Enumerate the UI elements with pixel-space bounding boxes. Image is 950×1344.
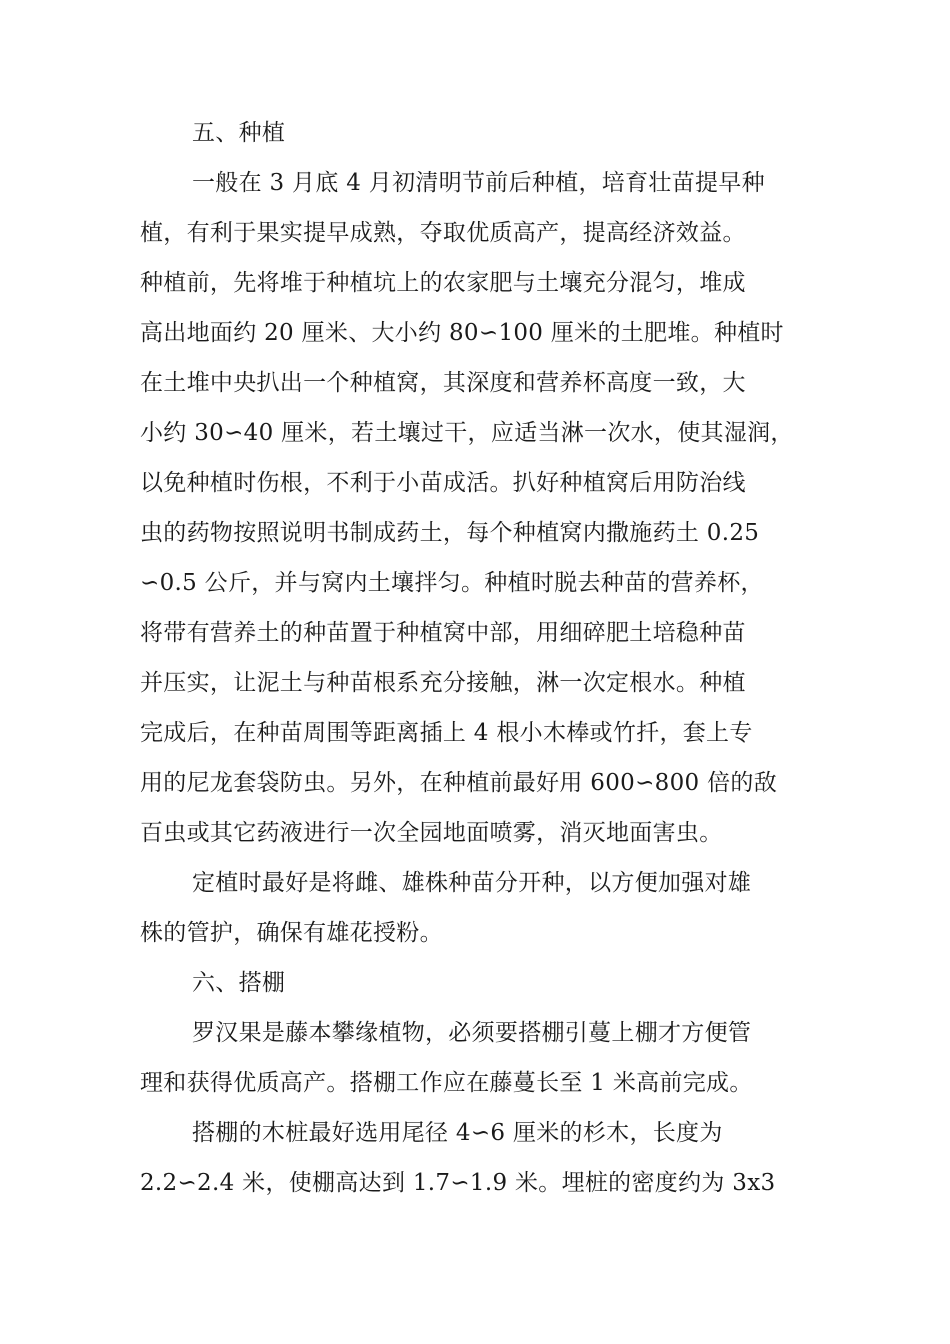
paragraph-line: 2.2∽2.4 米，使棚高达到 1.7∽1.9 米。埋桩的密度约为 3x3 — [140, 1170, 776, 1196]
paragraph-line: 小约 30∽40 厘米，若土壤过干，应适当淋一次水，使其湿润， — [140, 420, 794, 446]
paragraph-line: 百虫或其它药液进行一次全园地面喷雾，消灭地面害虫。 — [140, 820, 723, 846]
paragraph-line: 在土堆中央扒出一个种植窝，其深度和营养杯高度一致，大 — [140, 370, 746, 396]
document-body — [140, 108, 825, 1208]
paragraph-line: 种植前，先将堆于种植坑上的农家肥与土壤充分混匀，堆成 — [140, 270, 746, 296]
paragraph-line: ∽0.5 公斤，并与窝内土壤拌匀。种植时脱去种苗的营养杯， — [140, 570, 764, 596]
paragraph-line: 虫的药物按照说明书制成药土，每个种植窝内撒施药土 0.25 — [140, 520, 760, 546]
paragraph-line: 搭棚的木桩最好选用尾径 4∽6 厘米的杉木，长度为 — [192, 1120, 723, 1146]
paragraph-line: 株的管护，确保有雄花授粉。 — [140, 920, 443, 946]
section-heading-planting: 五、种植 — [192, 120, 286, 146]
paragraph-line: 定植时最好是将雌、雄株种苗分开种，以方便加强对雄 — [192, 870, 752, 896]
paragraph-line: 罗汉果是藤本攀缘植物，必须要搭棚引蔓上棚才方便管 — [192, 1020, 752, 1046]
paragraph-line: 植，有利于果实提早成熟，夺取优质高产，提高经济效益。 — [140, 220, 746, 246]
paragraph-line: 一般在 3 月底 4 月初清明节前后种植，培育壮苗提早种 — [192, 170, 765, 196]
section-heading-trellis: 六、搭棚 — [192, 970, 286, 996]
paragraph-line: 以免种植时伤根，不利于小苗成活。扒好种植窝后用防治线 — [140, 470, 746, 496]
paragraph-line: 完成后，在种苗周围等距离插上 4 根小木棒或竹扦，套上专 — [140, 720, 753, 746]
paragraph-line: 高出地面约 20 厘米、大小约 80∽100 厘米的土肥堆。种植时 — [140, 320, 784, 346]
paragraph-line: 用的尼龙套袋防虫。另外，在种植前最好用 600∽800 倍的敌 — [140, 770, 777, 796]
paragraph-line: 并压实，让泥土与种苗根系充分接触，淋一次定根水。种植 — [140, 670, 746, 696]
paragraph-line: 理和获得优质高产。搭棚工作应在藤蔓长至 1 米高前完成。 — [140, 1070, 753, 1096]
paragraph-line: 将带有营养土的种苗置于种植窝中部，用细碎肥土培稳种苗 — [140, 620, 746, 646]
